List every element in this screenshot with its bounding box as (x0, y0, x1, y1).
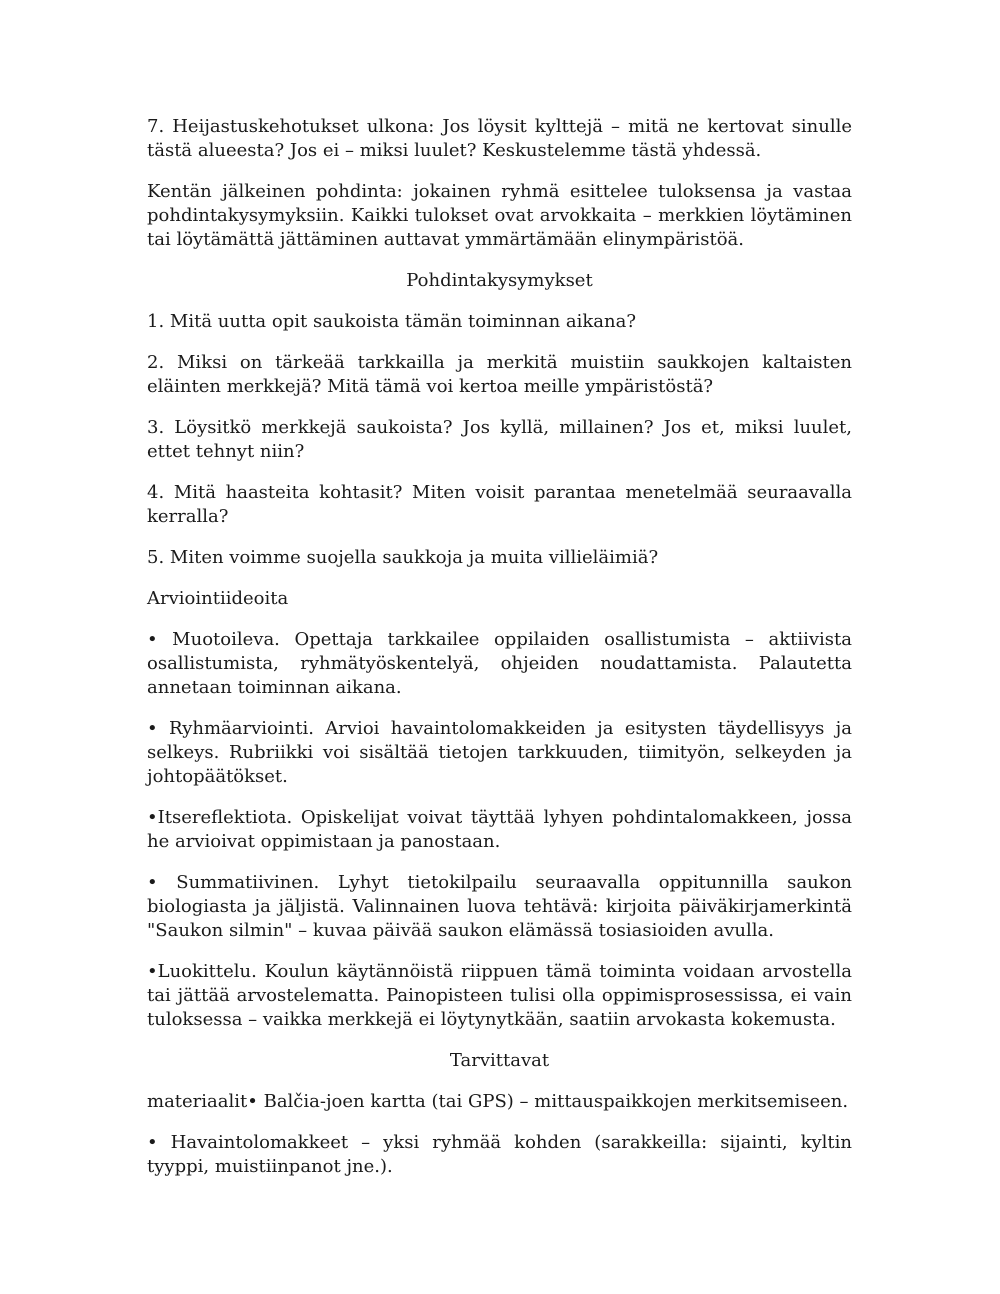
post-field-reflection-paragraph: Kentän jälkeinen pohdinta: jokainen ryhmä esittelee tuloksensa ja vastaa pohdintakysymyksiin. Kaikki tulokset ovat arvokkaita – merkkien löytäminen tai löytämättä jättäminen auttavat ymmärtämään elinympäristöä. (147, 181, 852, 250)
reflection-question: 5. Miten voimme suojella saukkoja ja muita villieläimiä? (147, 547, 659, 568)
assessment-item: • Summatiivinen. Lyhyt tietokilpailu seuraavalla oppitunnilla saukon biologiasta ja jäljistä. Valinnainen luova tehtävä: kirjoita päiväkirjamerkintä "Saukon silmin" – kuvaa päivää saukon elämässä tosiasioiden avulla. (147, 872, 852, 941)
assessment-item: • Ryhmäarviointi. Arvioi havaintolomakkeiden ja esitysten täydellisyys ja selkeys. Rubriikki voi sisältää tietojen tarkkuuden, tiimityön, selkeyden ja johtopäätökset. (147, 718, 852, 787)
materials-item: • Havaintolomakkeet – yksi ryhmää kohden (sarakkeilla: sijainti, kyltin tyyppi, muistiinpanot jne.). (147, 1132, 852, 1177)
assessment-item: • Muotoileva. Opettaja tarkkailee oppilaiden osallistumista – aktiivista osallistumista, ryhmätyöskentelyä, ohjeiden noudattamista. Palautetta annetaan toiminnan aikana. (147, 629, 852, 698)
reflection-question: 1. Mitä uutta opit saukoista tämän toiminnan aikana? (147, 311, 636, 332)
reflection-questions-heading: Pohdintakysymykset (406, 270, 593, 291)
assessment-item: •Itsereflektiota. Opiskelijat voivat täyttää lyhyen pohdintalomakkeen, jossa he arvioivat oppimistaan ja panostaan. (147, 807, 852, 852)
materials-heading: Tarvittavat (449, 1050, 550, 1071)
outdoor-reflection-prompt: 7. Heijastuskehotukset ulkona: Jos löysit kylttejä – mitä ne kertovat sinulle tästä alueesta? Jos ei – miksi luulet? Keskustelemme tästä yhdessä. (147, 116, 852, 161)
document-page (147, 115, 852, 1196)
reflection-question: 4. Mitä haasteita kohtasit? Miten voisit parantaa menetelmää seuraavalla kerralla? (147, 482, 852, 527)
assessment-ideas-heading: Arviointiideoita (147, 588, 289, 609)
reflection-question: 2. Miksi on tärkeää tarkkailla ja merkitä muistiin saukkojen kaltaisten eläinten merkkejä? Mitä tämä voi kertoa meille ympäristöstä? (147, 352, 852, 397)
reflection-question: 3. Löysitkö merkkejä saukoista? Jos kyllä, millainen? Jos et, miksi luulet, ettet tehnyt niin? (147, 417, 852, 462)
assessment-item: •Luokittelu. Koulun käytännöistä riippuen tämä toiminta voidaan arvostella tai jättää arvostelematta. Painopisteen tulisi olla oppimisprosessissa, ei vain tuloksessa – vaikka merkkejä ei löytynytkään, saatiin arvokasta kokemusta. (147, 961, 852, 1030)
materials-item: materiaalit• Balčia-joen kartta (tai GPS) – mittauspaikkojen merkitsemiseen. (147, 1091, 849, 1112)
